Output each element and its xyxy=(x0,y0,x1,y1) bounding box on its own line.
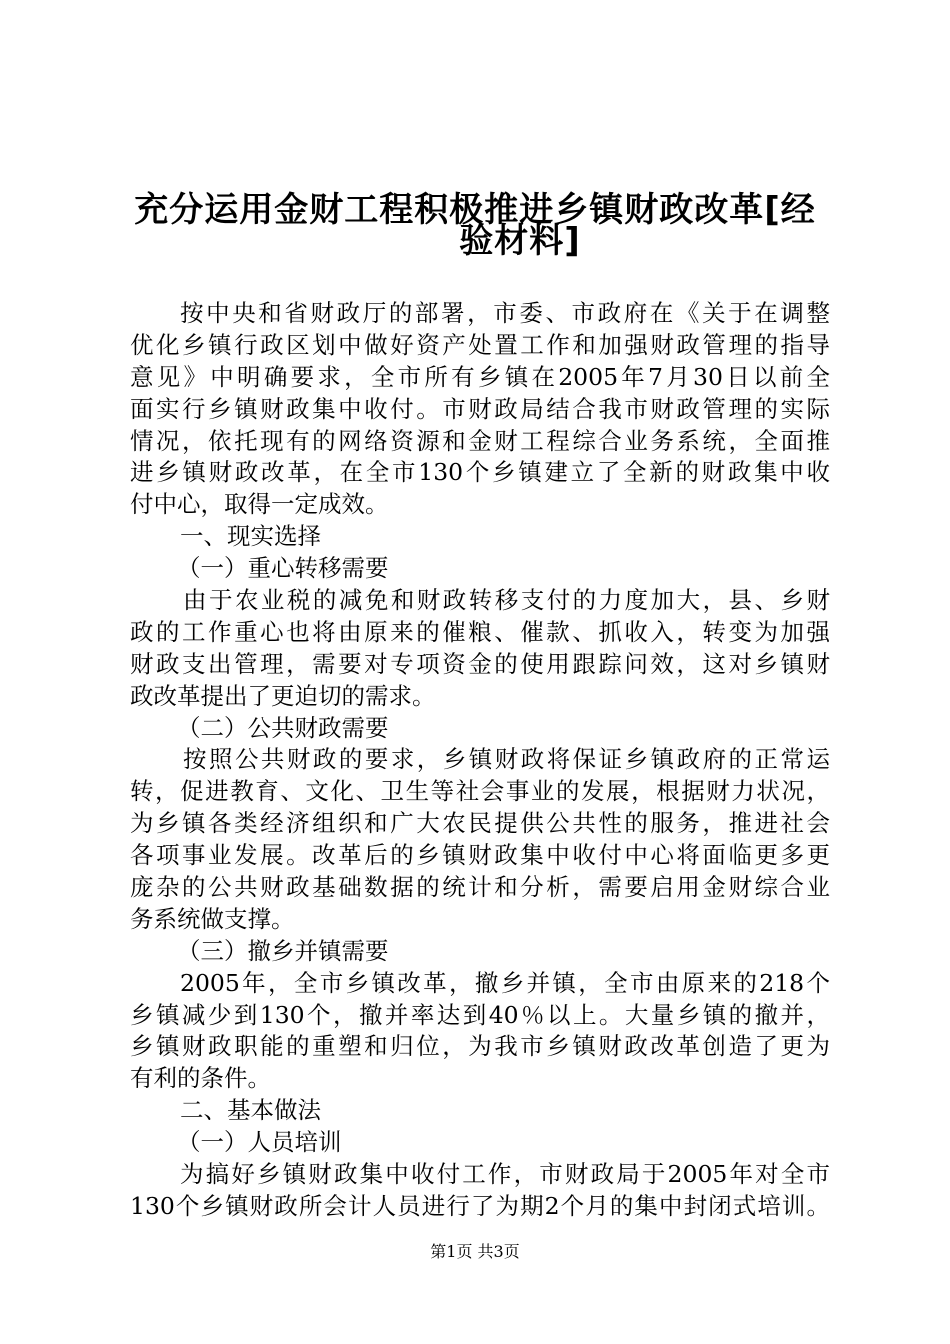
paragraph-line: 乡镇财政职能的重塑和归位，为我市乡镇财政改革创造了更为 xyxy=(130,1032,830,1061)
paragraph-line: 务系统做支撑。 xyxy=(130,904,295,933)
paragraph-line: 财政支出管理，需要对专项资金的使用跟踪问效，这对乡镇财 xyxy=(130,649,830,678)
paragraph-line: 面实行乡镇财政集中收付。市财政局结合我市财政管理的实际 xyxy=(130,394,830,423)
paragraph-line: 进乡镇财政改革，在全市130个乡镇建立了全新的财政集中收 xyxy=(130,458,830,487)
paragraph-line: 政的工作重心也将由原来的催粮、催款、抓收入，转变为加强 xyxy=(130,617,830,646)
paragraph-line: 优化乡镇行政区划中做好资产处置工作和加强财政管理的指导 xyxy=(130,330,830,359)
section-heading: 二、基本做法 xyxy=(180,1096,321,1125)
document-body xyxy=(130,298,830,1223)
subsection-heading: （一）人员培训 xyxy=(177,1128,342,1157)
paragraph-line: 付中心，取得一定成效。 xyxy=(130,490,389,519)
paragraph-line: 情况，依托现有的网络资源和金财工程综合业务系统，全面推 xyxy=(130,426,830,455)
subsection-heading: （二）公共财政需要 xyxy=(177,713,389,742)
paragraph-line: 转，促进教育、文化、卫生等社会事业的发展，根据财力状况， xyxy=(130,777,830,806)
paragraph-line: 各项事业发展。改革后的乡镇财政集中收付中心将面临更多更 xyxy=(130,841,830,870)
paragraph-line: 庞杂的公共财政基础数据的统计和分析，需要启用金财综合业 xyxy=(130,873,830,902)
paragraph-line: 意见》中明确要求，全市所有乡镇在2005年7月30日以前全 xyxy=(130,362,830,391)
paragraph-line: 政改革提出了更迫切的需求。 xyxy=(130,681,436,710)
document-title-line-2: 验材料] xyxy=(459,221,581,261)
paragraph-line: 2005年，全市乡镇改革，撤乡并镇，全市由原来的218个 xyxy=(180,968,830,997)
subsection-heading: （三）撤乡并镇需要 xyxy=(177,936,389,965)
paragraph-line: 按照公共财政的要求，乡镇财政将保证乡镇政府的正常运 xyxy=(183,745,830,774)
document-title-line-1: 充分运用金财工程积极推进乡镇财政改革[经 xyxy=(134,190,816,230)
paragraph-line: 由于农业税的减免和财政转移支付的力度加大，县、乡财 xyxy=(183,586,830,615)
subsection-heading: （一）重心转移需要 xyxy=(177,554,389,583)
paragraph-line: 有利的条件。 xyxy=(130,1064,271,1093)
paragraph-line: 为乡镇各类经济组织和广大农民提供公共性的服务，推进社会 xyxy=(130,809,830,838)
page-footer: 第1页 共3页 xyxy=(430,1242,520,1261)
paragraph-line: 为搞好乡镇财政集中收付工作，市财政局于2005年对全市 xyxy=(180,1160,830,1189)
paragraph-line: 130个乡镇财政所会计人员进行了为期2个月的集中封闭式培训。 xyxy=(130,1191,830,1220)
section-heading: 一、现实选择 xyxy=(180,522,321,551)
paragraph-line: 按中央和省财政厅的部署，市委、市政府在《关于在调整 xyxy=(180,299,830,327)
paragraph-line: 乡镇减少到130个，撤并率达到40％以上。大量乡镇的撤并， xyxy=(130,1000,830,1029)
